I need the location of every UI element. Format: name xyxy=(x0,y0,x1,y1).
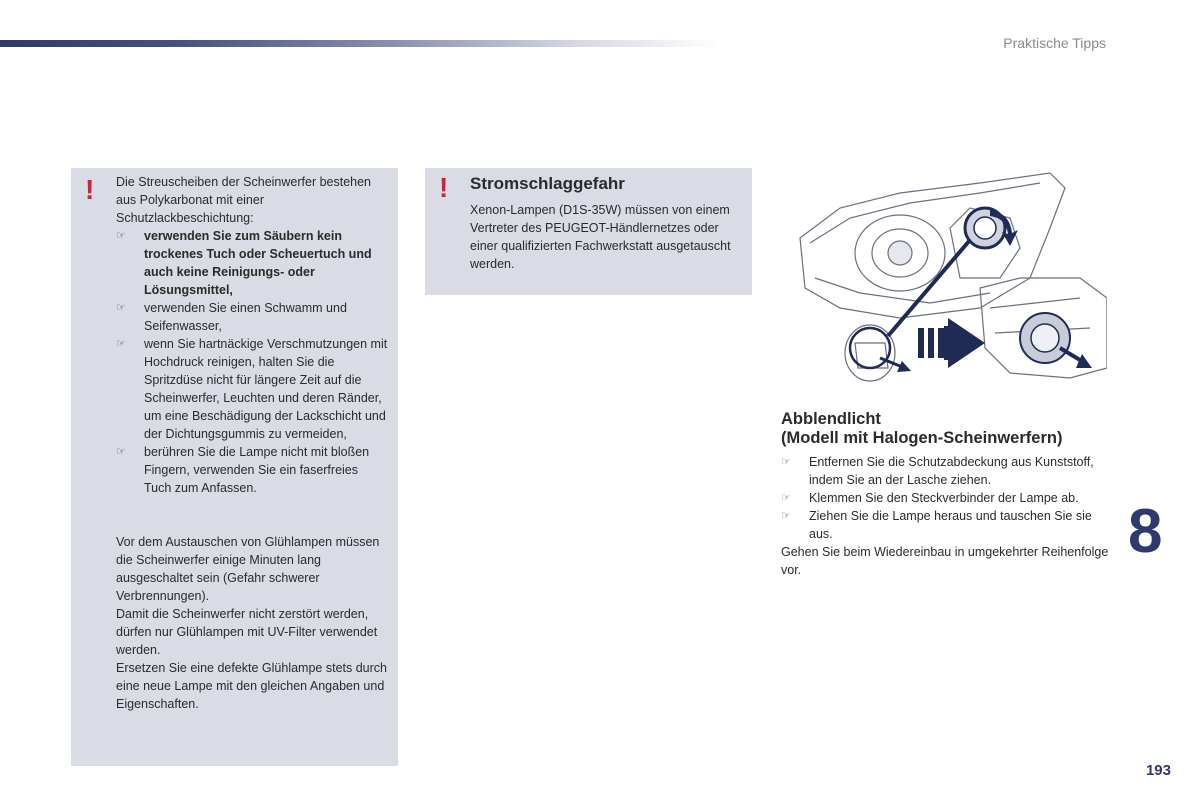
hand-pointer-icon: ☞ xyxy=(781,492,791,504)
section-heading-line1: Abblendlicht xyxy=(781,410,881,428)
warning-text: Xenon-Lampen (D1S-35W) müssen von einem Vertreter des PEUGEOT-Händlernetzes oder einer qualifizierten Fachwerkstatt ausgetauscht werden. xyxy=(470,203,731,271)
chapter-number: 8 xyxy=(1128,497,1163,566)
intro-text: Die Streuscheiben der Scheinwerfer bestehen aus Polykarbonat mit einer Schutzlackbeschichtung: xyxy=(116,175,372,225)
list-item-text: verwenden Sie einen Schwamm und Seifenwasser, xyxy=(144,301,347,333)
warning-icon: ! xyxy=(85,174,95,205)
closing-text: Gehen Sie beim Wiedereinbau in umgekehrter Reihenfolge vor. xyxy=(781,545,1109,577)
list-item-text: Ziehen Sie die Lampe heraus und tauschen Sie sie aus. xyxy=(809,509,1092,541)
warning-title: Stromschlaggefahr xyxy=(470,174,625,193)
warning-box-content xyxy=(116,173,388,713)
section-heading xyxy=(781,410,1111,448)
hand-pointer-icon: ☞ xyxy=(116,446,126,458)
bulb-replacement-note: Vor dem Austauschen von Glühlampen müssen die Scheinwerfer einige Minuten lang ausgeschaltet sein (Gefahr schwerer Verbrennungen). Damit die Scheinwerfer nicht zerstört werden, dürfen nur Glühlampen mit UV-Filter verwendet werden. Ersetzen Sie eine defekte Glühlampe stets durch eine neue Lampe mit den gleichen Angaben und Eigenschaften. xyxy=(116,535,387,711)
list-item-text: berühren Sie die Lampe nicht mit bloßen Fingern, verwenden Sie ein faserfreies Tuch zum Anfassen. xyxy=(144,445,370,495)
list-item xyxy=(116,335,388,443)
hand-pointer-icon: ☞ xyxy=(116,302,126,314)
hand-pointer-icon: ☞ xyxy=(781,456,791,468)
warning-box-lens-care xyxy=(71,168,398,766)
list-item-text: verwenden Sie zum Säubern kein trockenes Tuch oder Scheuertuch und auch keine Reinigungs- oder Lösungsmittel, xyxy=(144,229,372,297)
list-item xyxy=(781,453,1111,489)
instruction-steps xyxy=(781,453,1111,579)
list-item-text: Entfernen Sie die Schutzabdeckung aus Kunststoff, indem Sie an der Lasche ziehen. xyxy=(809,455,1094,487)
section-heading-line2: (Modell mit Halogen-Scheinwerfern) xyxy=(781,429,1063,447)
warning-icon: ! xyxy=(439,172,449,203)
list-item-text: wenn Sie hartnäckige Verschmutzungen mit Hochdruck reinigen, halten Sie die Spritzdüse nicht für längere Zeit auf die Scheinwerfer, Leuchten und deren Ränder, um eine Beschädigung der Lackschicht und der Dichtungsgummis zu vermeiden, xyxy=(144,337,388,441)
step-list xyxy=(781,453,1111,543)
list-item-text: Klemmen Sie den Steckverbinder der Lampe ab. xyxy=(809,491,1079,505)
header-gradient-bar xyxy=(0,40,720,47)
headlamp-bulb-illustration xyxy=(780,168,1107,383)
list-item xyxy=(781,489,1111,507)
list-item xyxy=(116,227,388,299)
page-number: 193 xyxy=(1145,762,1171,779)
warning-box-electric-shock xyxy=(425,168,752,295)
hand-pointer-icon: ☞ xyxy=(781,510,791,522)
care-bullet-list xyxy=(116,227,388,497)
hand-pointer-icon: ☞ xyxy=(116,230,126,242)
list-item xyxy=(116,443,388,497)
hand-pointer-icon: ☞ xyxy=(116,338,126,350)
list-item xyxy=(116,299,388,335)
list-item xyxy=(781,507,1111,543)
section-title: Praktische Tipps xyxy=(1003,35,1106,51)
